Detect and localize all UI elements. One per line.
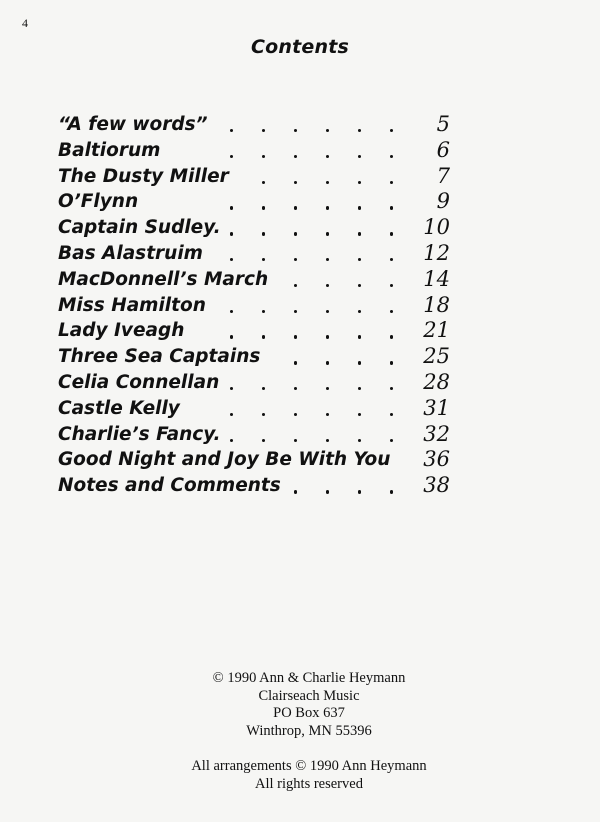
credits-block	[0, 670, 600, 793]
toc-entry	[58, 422, 478, 448]
toc-entry-title: “A few words”	[58, 114, 208, 135]
toc-entry-title: Celia Connellan	[58, 371, 220, 393]
toc-entry	[58, 318, 478, 344]
toc-entry	[58, 189, 478, 215]
toc-entry	[58, 396, 478, 422]
toc-entry-title: MacDonnell’s March	[58, 268, 269, 290]
toc-entry-page: 21	[423, 318, 450, 343]
publisher-name: Clairseach Music	[258, 687, 360, 704]
toc-entry-page: 12	[423, 240, 450, 265]
toc-entry-title: Miss Hamilton	[58, 294, 206, 316]
toc-entry-page: 5	[436, 112, 450, 136]
toc-entry-page: 38	[423, 473, 450, 498]
arrangements-line: All arrangements © 1990 Ann Heymann	[191, 758, 427, 774]
toc-entry-title: Notes and Comments	[58, 475, 281, 497]
toc-entry-page: 31	[423, 395, 450, 420]
toc-entry-page: 25	[423, 344, 450, 369]
toc-entry-page: 10	[423, 215, 450, 240]
toc-entry	[58, 293, 478, 319]
toc-entry	[58, 447, 478, 473]
toc-entry-title: The Dusty Miller	[58, 165, 229, 187]
contents-title: Contents	[250, 36, 349, 58]
toc-entry-page: 36	[423, 447, 450, 472]
toc-entry	[58, 370, 478, 396]
rights-line: All rights reserved	[255, 775, 363, 792]
toc-entry-page: 6	[436, 137, 450, 162]
toc-entry	[58, 164, 478, 190]
toc-entry-title: Lady Iveagh	[58, 320, 185, 342]
toc-entry	[58, 215, 478, 241]
toc-entry-title: Charlie’s Fancy.	[58, 423, 221, 445]
copyright-line: © 1990 Ann & Charlie Heymann	[212, 670, 406, 686]
toc-entry-title: Three Sea Captains	[58, 346, 261, 368]
toc-entry	[58, 473, 478, 499]
toc-entry-page: 18	[423, 292, 450, 317]
toc-entry	[58, 112, 478, 138]
toc-entry-page: 7	[436, 163, 450, 188]
po-box-line: PO Box 637	[273, 705, 345, 721]
toc-entry-title: O’Flynn	[58, 191, 139, 213]
toc-entry-title: Bas Alastruim	[58, 242, 203, 264]
toc-entry	[58, 241, 478, 267]
page-number: 4	[22, 16, 28, 30]
toc-entry	[58, 138, 478, 164]
toc-entry-title: Captain Sudley.	[58, 217, 221, 239]
toc-entry	[58, 267, 478, 293]
toc-entry-page: 14	[423, 266, 450, 291]
toc-entry-title: Good Night and Joy Be With You	[58, 449, 391, 471]
toc-entry-page: 9	[436, 189, 450, 214]
toc-entry-title: Castle Kelly	[58, 397, 180, 419]
table-of-contents	[58, 112, 478, 499]
city-line: Winthrop, MN 55396	[246, 722, 372, 739]
toc-entry-title: Baltiorum	[58, 139, 161, 161]
toc-entry	[58, 344, 478, 370]
toc-entry-page: 28	[423, 369, 450, 394]
toc-entry-page: 32	[423, 421, 450, 446]
